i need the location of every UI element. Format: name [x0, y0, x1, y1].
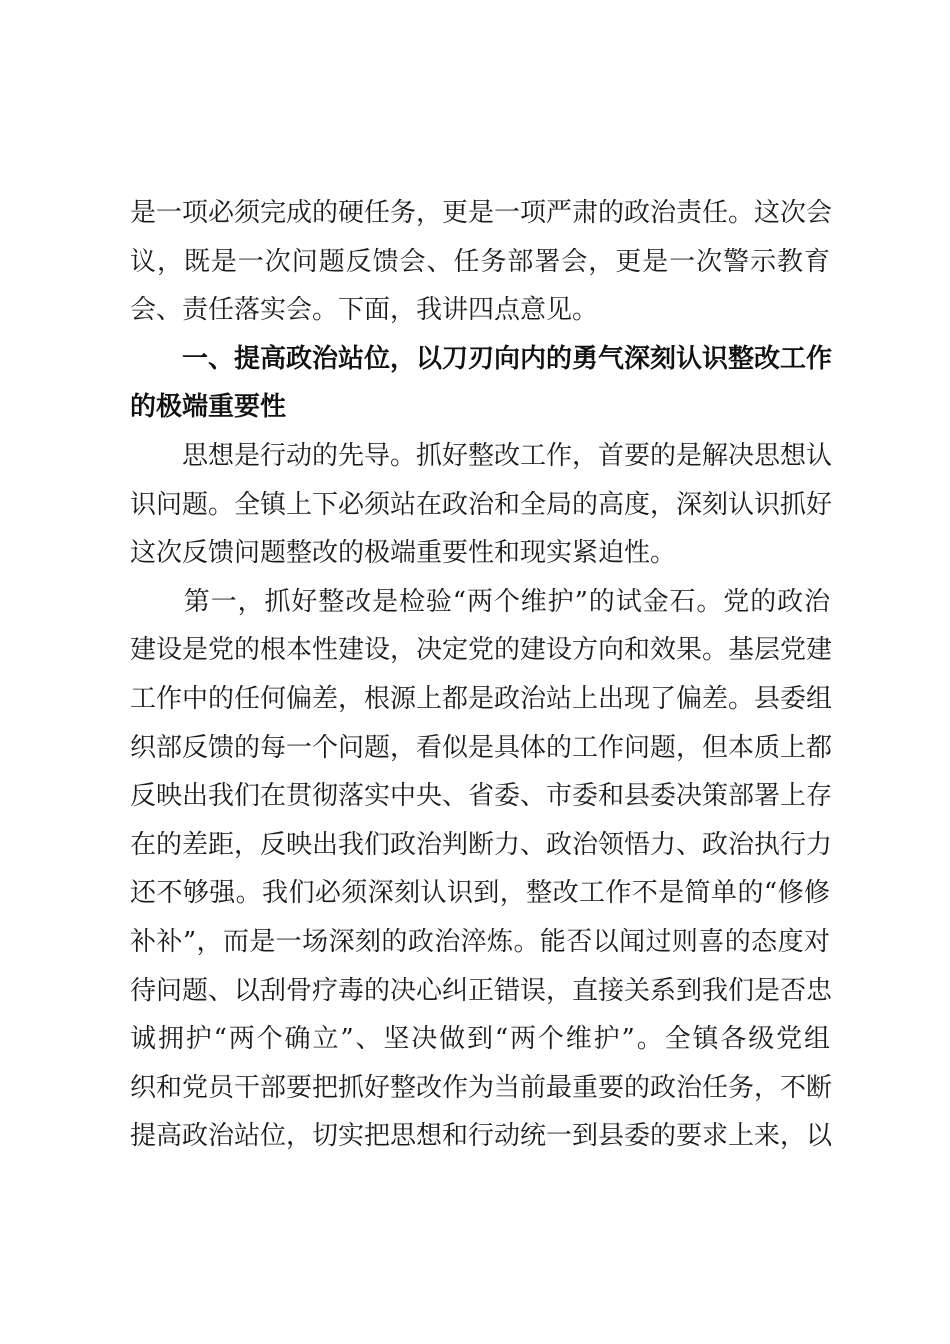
- text-line: 工作中的任何偏差，根源上都是政治站上出现了偏差。县委组: [130, 683, 833, 714]
- text-line: 这次反馈问题整改的极端重要性和现实紧迫性。: [130, 538, 677, 569]
- text-line: 是一项必须完成的硬任务，更是一项严肃的政治责任。这次会: [130, 198, 833, 228]
- body-paragraph: [130, 578, 833, 1161]
- heading-line: 一、提高政治站位，以刀刃向内的勇气深刻认识整改工作: [130, 343, 833, 374]
- text-line: 思想是行动的先导。抓好整改工作，首要的是解决思想认: [130, 440, 833, 471]
- text-line: 议，既是一次问题反馈会、任务部署会，更是一次警示教育: [130, 246, 830, 277]
- text-line: 诚拥护“两个确立”、坚决做到“两个维护”。全镇各级党组: [130, 1024, 830, 1055]
- text-line: 待问题、以刮骨疗毒的决心纠正错误，直接关系到我们是否忠: [130, 975, 833, 1006]
- body-paragraph: [130, 432, 833, 578]
- body-paragraph: [130, 189, 833, 335]
- text-line: 织和党员干部要把抓好整改作为当前最重要的政治任务，不断: [130, 1072, 833, 1103]
- text-line: 织部反馈的每一个问题，看似是具体的工作问题，但本质上都: [130, 732, 833, 763]
- text-line: 还不够强。我们必须深刻认识到，整改工作不是简单的“修修: [130, 878, 830, 909]
- text-line: 提高政治站位，切实把思想和行动统一到县委的要求上来，以: [130, 1121, 833, 1152]
- document-body: [130, 189, 833, 1161]
- text-line: 在的差距，反映出我们政治判断力、政治领悟力、政治执行力: [130, 829, 833, 860]
- text-line: 反映出我们在贯彻落实中央、省委、市委和县委决策部署上存: [130, 781, 833, 812]
- text-line: 第一，抓好整改是检验“两个维护”的试金石。党的政治: [130, 586, 830, 617]
- text-line: 会、责任落实会。下面，我讲四点意见。: [130, 295, 599, 326]
- text-line: 补补”，而是一场深刻的政治淬炼。能否以闻过则喜的态度对: [130, 926, 830, 957]
- section-heading: [130, 335, 833, 432]
- text-line: 识问题。全镇上下必须站在政治和全局的高度，深刻认识抓好: [130, 489, 833, 520]
- text-line: 建设是党的根本性建设，决定党的建设方向和效果。基层党建: [130, 635, 833, 666]
- heading-line: 的极端重要性: [130, 392, 287, 423]
